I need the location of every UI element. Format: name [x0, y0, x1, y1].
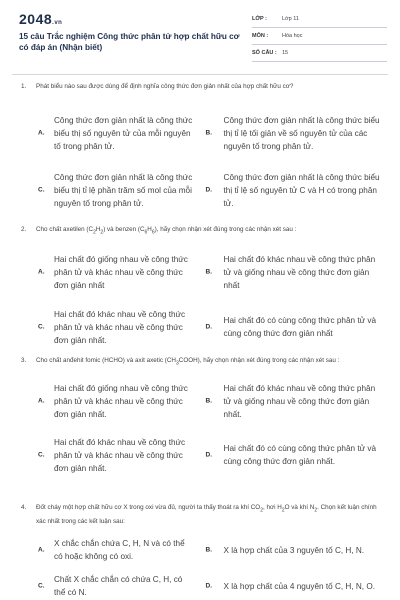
option-text: Hai chất đó khác nhau về công thức phân tử và khác nhau về công thức đơn giản nhất.: [54, 309, 186, 345]
question-number: 4.: [21, 504, 27, 511]
options: [21, 248, 381, 352]
quiz-meta: [252, 13, 387, 64]
option-d[interactable]: [200, 166, 381, 214]
option-text: Hai chất đó có cùng công thức phân tử và cùng công thức đơn giản nhất.: [223, 444, 377, 467]
options: [21, 535, 381, 600]
meta-row-subject: [252, 30, 387, 45]
option-letter: C.: [38, 582, 45, 590]
meta-label: LỚP :: [252, 16, 267, 22]
meta-value: Hóa học: [282, 33, 303, 39]
option-text: Công thức đơn giản nhất là công thức biểu thị tỉ lệ phần trăm số mol của mỗi nguyên tố trong phân tử.: [54, 172, 193, 208]
option-text: Hai chất đó khác nhau về công thức phân tử và khác nhau về công thức đơn giản nhất.: [54, 437, 186, 473]
question-1: [21, 81, 381, 214]
question-stem: [21, 502, 381, 527]
question-2: [21, 224, 381, 352]
meta-value: 15: [282, 50, 289, 56]
option-a[interactable]: [21, 100, 196, 166]
options: [21, 377, 381, 479]
option-letter: B.: [205, 397, 213, 405]
option-text: Hai chất đó giống nhau về công thức phân tử và khác nhau về công thức đơn giản nhất: [54, 254, 188, 290]
option-a[interactable]: [21, 535, 196, 565]
header-divider: [12, 74, 388, 75]
option-c[interactable]: [21, 431, 196, 479]
option-letter: B.: [205, 268, 213, 276]
question-text: Cho chất axetilen $(C_2H_2)$ và benzen $(C_6H_6)$, hãy chọn nhận xét đúng trong các nhận xét sau :: [36, 226, 297, 236]
option-a[interactable]: [21, 248, 196, 296]
meta-row-class: [252, 13, 387, 28]
question-3: [21, 355, 381, 479]
option-letter: D.: [205, 186, 213, 194]
option-d[interactable]: [200, 302, 381, 352]
option-text: Hai chất đó khác nhau về công thức phân tử và giống nhau về công thức đơn giản nhất: [223, 254, 376, 290]
question-number: 3.: [21, 357, 27, 364]
question-stem: [21, 81, 381, 92]
meta-label: SỐ CÂU :: [252, 50, 277, 56]
option-text: X chắc chắn chứa C, H, N và có thể có hoặc không có oxi.: [54, 539, 185, 562]
option-text: Công thức đơn giản nhất là công thức biểu thị tỉ lệ số nguyên tử C và H có trong phân tử.: [223, 172, 380, 208]
logo-suffix: .vn: [52, 20, 63, 26]
option-letter: C.: [38, 186, 45, 194]
option-text: X là hợp chất của 4 nguyên tố C, H, N, O.: [223, 581, 375, 591]
option-letter: A.: [38, 546, 45, 554]
option-text: Hai chất đó khác nhau về công thức phân tử và giống nhau về công thức đơn giản nhất.: [223, 383, 376, 419]
question-text: Phát biểu nào sau được dùng để định nghĩa công thức đơn giản nhất của hợp chất hữu cơ?: [36, 83, 294, 90]
options: [21, 100, 381, 214]
option-b[interactable]: [200, 100, 381, 166]
option-b[interactable]: [200, 535, 381, 565]
logo-text: 2048: [19, 11, 53, 27]
question-number: 2.: [21, 226, 27, 233]
option-letter: C.: [38, 451, 45, 459]
option-c[interactable]: [21, 571, 196, 600]
option-letter: B.: [205, 129, 213, 137]
option-letter: B.: [205, 546, 213, 554]
option-text: Chất X chắc chắn có chứa C, H, có thể có N.: [54, 575, 183, 598]
option-text: Công thức đơn giản nhất là công thức biểu thị số nguyên tử của mỗi nguyên tố trong phân tử.: [54, 115, 193, 151]
quiz-title: 15 câu Trắc nghiệm Công thức phân tử hợp chất hữu cơ có đáp án (Nhận biết): [19, 32, 240, 52]
option-d[interactable]: [200, 431, 381, 479]
option-c[interactable]: [21, 302, 196, 352]
option-d[interactable]: [200, 571, 381, 600]
question-number: 1.: [21, 83, 27, 90]
option-text: Hai chất đó có cùng công thức phân tử và cùng công thức đơn giản nhất: [223, 316, 377, 339]
option-letter: D.: [205, 451, 213, 459]
meta-value: Lớp 11: [282, 16, 299, 22]
meta-row-count: [252, 47, 387, 62]
option-a[interactable]: [21, 377, 196, 425]
meta-label: MÔN :: [252, 33, 269, 39]
option-letter: D.: [205, 323, 213, 331]
site-logo[interactable]: [19, 11, 62, 27]
question-4: [21, 502, 381, 600]
option-text: X là hợp chất của 3 nguyên tố C, H, N.: [223, 545, 365, 555]
page-header: [0, 0, 400, 72]
question-stem: [21, 224, 381, 238]
option-letter: D.: [205, 582, 213, 590]
option-letter: A.: [38, 129, 45, 137]
question-stem: [21, 355, 381, 369]
option-c[interactable]: [21, 166, 196, 214]
option-letter: A.: [38, 268, 45, 276]
option-text: Công thức đơn giản nhất là công thức biểu thị tỉ lệ tối giản về số nguyên tử của các nguyên tố trong phân tử.: [223, 115, 380, 151]
option-letter: C.: [38, 323, 45, 331]
question-text: Cho chất anđehit fomic (HCHO) và axit axetic $(CH_3COOH)$, hãy chọn nhận xét đúng trong các nhận xét sau :: [36, 357, 340, 367]
option-b[interactable]: [200, 377, 381, 425]
question-text: Đốt cháy một hợp chất hữu cơ X trong oxi vừa đủ, người ta thấy thoát ra khí $CO_2$, hơi $H_2O$ và khí $N_2$. Chọn kết luận chính xác nhất trong các kết luận sau:: [36, 504, 377, 526]
option-letter: A.: [38, 397, 45, 405]
option-text: Hai chất đó giống nhau về công thức phân tử và khác nhau về công thức đơn giản nhất.: [54, 383, 188, 419]
option-b[interactable]: [200, 248, 381, 296]
